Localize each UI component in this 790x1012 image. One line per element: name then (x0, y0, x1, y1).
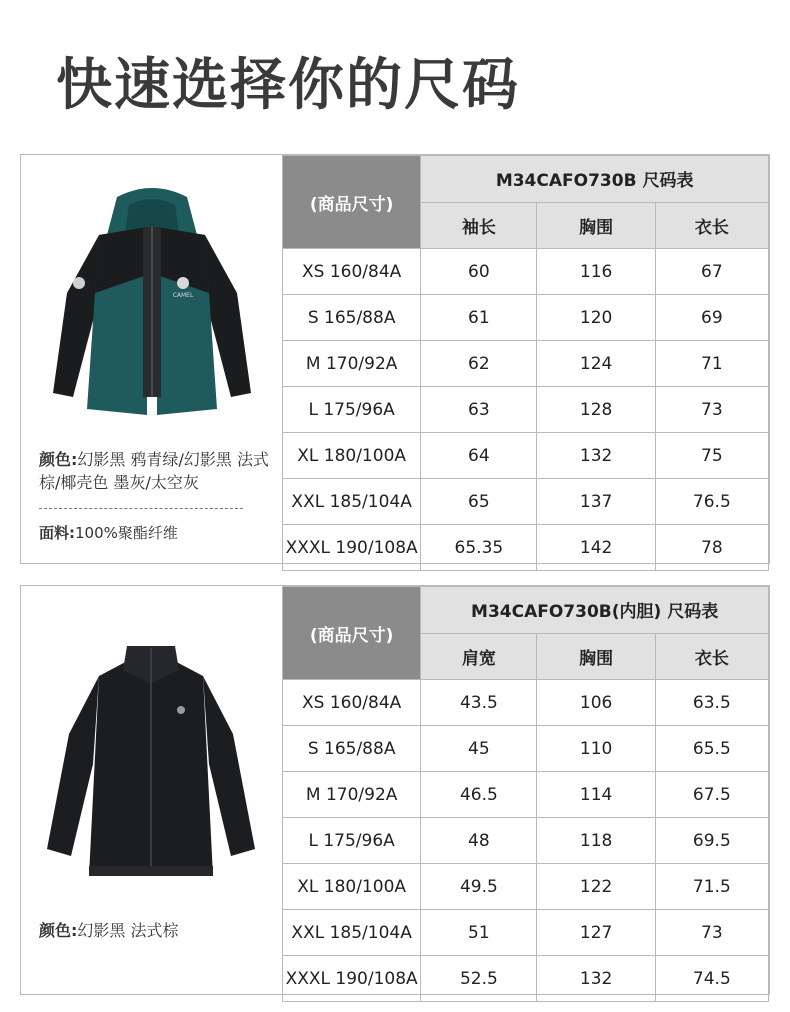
color-info (39, 919, 279, 942)
value-cell: 75 (655, 433, 768, 479)
color-info (39, 448, 279, 494)
value-cell: 61 (421, 295, 537, 341)
value-cell: 76.5 (655, 479, 768, 525)
size-cell: M 170/92A (283, 772, 421, 818)
value-cell: 132 (537, 956, 655, 1002)
value-cell: 106 (537, 680, 655, 726)
product-panel (21, 586, 282, 994)
column-header: 肩宽 (421, 633, 537, 680)
value-cell: 65 (421, 479, 537, 525)
value-cell: 110 (537, 726, 655, 772)
material-label: 面料: (39, 524, 75, 542)
size-cell: S 165/88A (283, 295, 421, 341)
value-cell: 67 (655, 249, 768, 295)
table-row (283, 479, 769, 525)
table-header-row (283, 156, 769, 203)
table-title: M34CAFO730B 尺码表 (421, 156, 769, 203)
table-row (283, 295, 769, 341)
value-cell: 74.5 (655, 956, 768, 1002)
table-title: M34CAFO730B(内胆) 尺码表 (421, 587, 769, 634)
value-cell: 71.5 (655, 864, 768, 910)
value-cell: 127 (537, 910, 655, 956)
value-cell: 120 (537, 295, 655, 341)
product-panel (21, 155, 282, 563)
value-cell: 67.5 (655, 772, 768, 818)
value-cell: 62 (421, 341, 537, 387)
size-cell: XL 180/100A (283, 864, 421, 910)
size-cell: XS 160/84A (283, 680, 421, 726)
size-table-jacket (282, 155, 769, 571)
table-row (283, 726, 769, 772)
size-cell: L 175/96A (283, 818, 421, 864)
page-title: 快速选择你的尺码 (56, 53, 520, 118)
size-cell: XXXL 190/108A (283, 525, 421, 571)
jacket-3in1-icon (47, 183, 257, 423)
table-row (283, 864, 769, 910)
size-cell: XXXL 190/108A (283, 956, 421, 1002)
size-section-jacket (20, 154, 770, 564)
value-cell: 69.5 (655, 818, 768, 864)
column-header: 胸围 (537, 633, 655, 680)
table-row (283, 525, 769, 571)
value-cell: 48 (421, 818, 537, 864)
value-cell: 132 (537, 433, 655, 479)
value-cell: 137 (537, 479, 655, 525)
size-cell: L 175/96A (283, 387, 421, 433)
value-cell: 65.5 (655, 726, 768, 772)
table-row (283, 910, 769, 956)
size-header: (商品尺寸) (283, 156, 421, 249)
value-cell: 43.5 (421, 680, 537, 726)
fleece-liner-icon (41, 644, 261, 894)
column-header: 袖长 (421, 202, 537, 249)
value-cell: 78 (655, 525, 768, 571)
table-row (283, 387, 769, 433)
size-section-liner (20, 585, 770, 995)
color-label: 颜色: (39, 450, 78, 469)
table-row (283, 772, 769, 818)
value-cell: 114 (537, 772, 655, 818)
material-info (39, 522, 178, 543)
column-header: 衣长 (655, 633, 768, 680)
value-cell: 73 (655, 387, 768, 433)
size-cell: S 165/88A (283, 726, 421, 772)
value-cell: 128 (537, 387, 655, 433)
value-cell: 64 (421, 433, 537, 479)
brand-logo-text: CAMEL (172, 292, 194, 299)
material-value: 100%聚酯纤维 (75, 524, 178, 542)
table-row (283, 680, 769, 726)
size-cell: M 170/92A (283, 341, 421, 387)
value-cell: 124 (537, 341, 655, 387)
value-cell: 51 (421, 910, 537, 956)
table-row (283, 341, 769, 387)
column-header: 胸围 (537, 202, 655, 249)
value-cell: 46.5 (421, 772, 537, 818)
value-cell: 142 (537, 525, 655, 571)
value-cell: 116 (537, 249, 655, 295)
size-header: (商品尺寸) (283, 587, 421, 680)
value-cell: 122 (537, 864, 655, 910)
size-cell: XXL 185/104A (283, 479, 421, 525)
color-label: 颜色: (39, 921, 78, 940)
color-values: 幻影黑 鸦青绿/幻影黑 法式棕/椰壳色 墨灰/太空灰 (39, 450, 269, 492)
value-cell: 118 (537, 818, 655, 864)
table-row (283, 249, 769, 295)
color-values: 幻影黑 法式棕 (77, 921, 179, 940)
value-cell: 52.5 (421, 956, 537, 1002)
value-cell: 71 (655, 341, 768, 387)
value-cell: 65.35 (421, 525, 537, 571)
dashed-divider (39, 508, 243, 509)
size-cell: XXL 185/104A (283, 910, 421, 956)
table-header-row (283, 587, 769, 634)
table-row (283, 433, 769, 479)
value-cell: 60 (421, 249, 537, 295)
column-header: 衣长 (655, 202, 768, 249)
value-cell: 45 (421, 726, 537, 772)
value-cell: 63 (421, 387, 537, 433)
value-cell: 49.5 (421, 864, 537, 910)
value-cell: 69 (655, 295, 768, 341)
value-cell: 63.5 (655, 680, 768, 726)
size-table-liner (282, 586, 769, 1002)
size-cell: XL 180/100A (283, 433, 421, 479)
size-cell: XS 160/84A (283, 249, 421, 295)
table-row (283, 818, 769, 864)
value-cell: 73 (655, 910, 768, 956)
table-row (283, 956, 769, 1002)
